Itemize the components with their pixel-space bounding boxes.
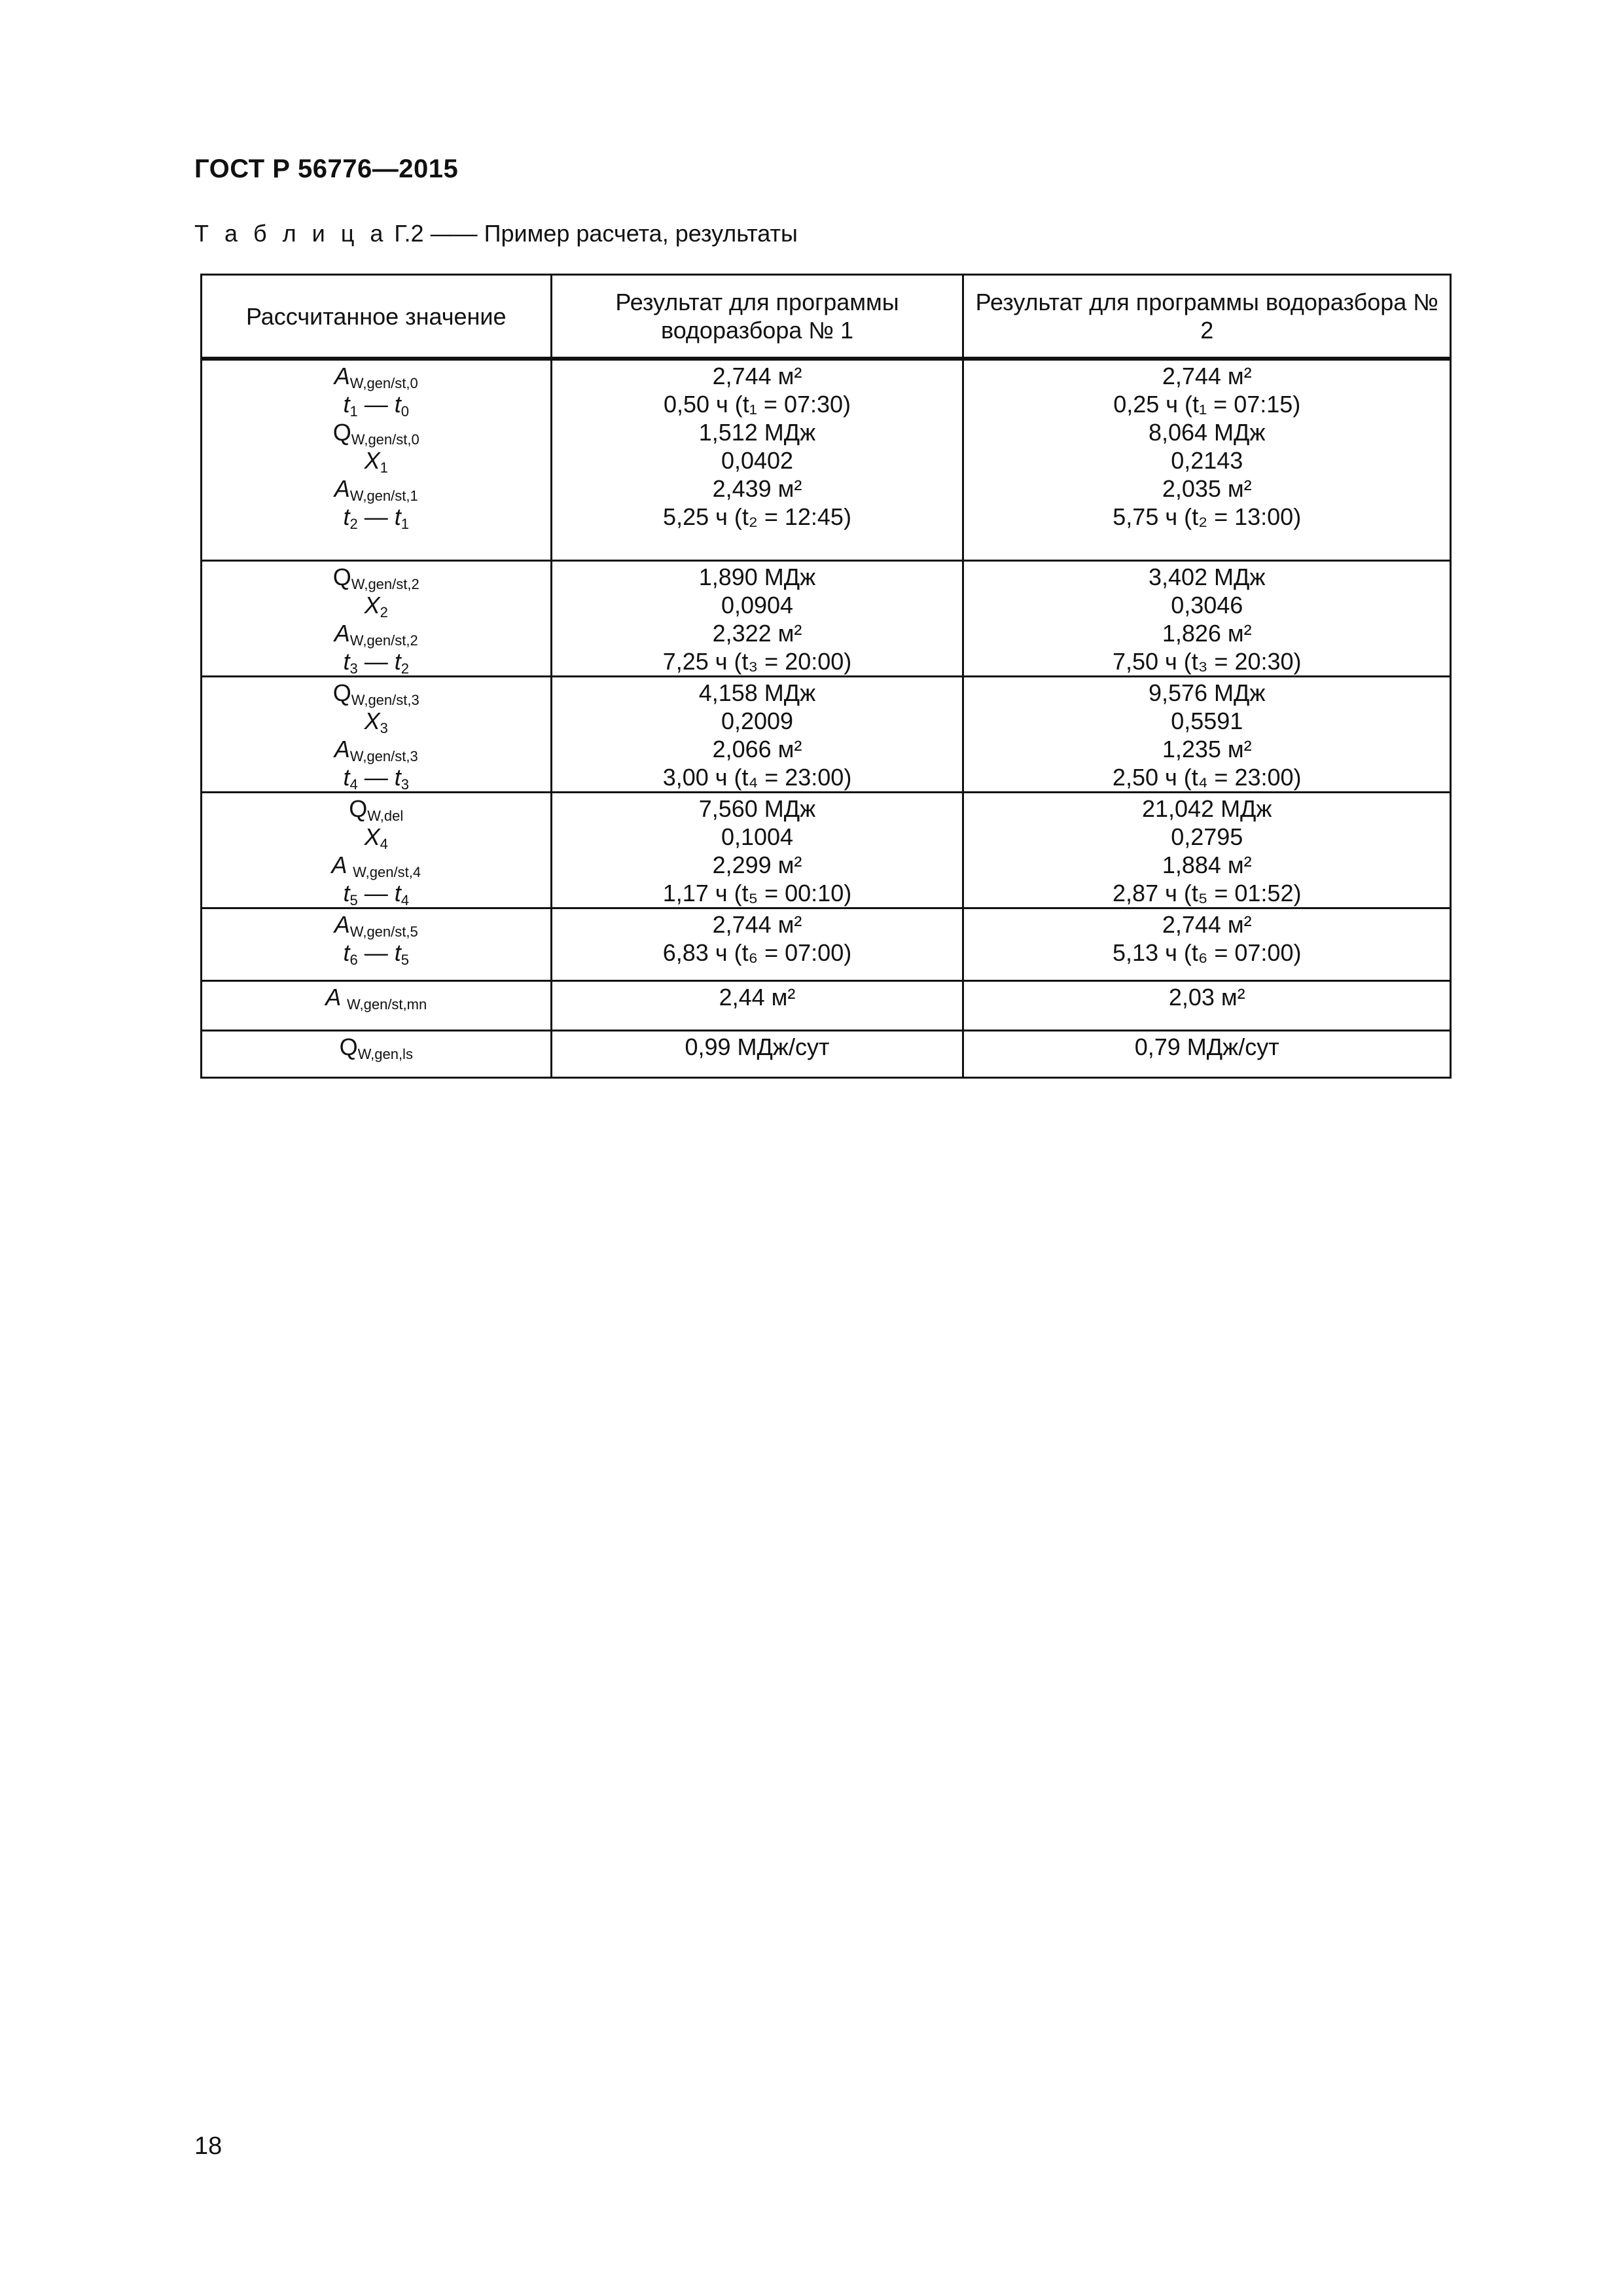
table-row: [202, 561, 1451, 677]
value-cell-program-2: [963, 561, 1451, 677]
value: 0,0904: [721, 592, 794, 619]
value: 5,13 ч (t₆ = 07:00): [1113, 939, 1302, 966]
value: 0,1004: [721, 823, 794, 850]
symbol-cell: [202, 1031, 552, 1078]
table-row: [202, 908, 1451, 981]
value: 8,064 МДж: [1148, 419, 1266, 446]
value-cell-program-1: [551, 793, 963, 908]
header-program-1: Результат для программы водоразбора № 1: [551, 275, 963, 359]
symbol: $t_1$ — $t_0$: [343, 391, 410, 420]
value: 0,3046: [1171, 592, 1243, 619]
value: 2,322 м²: [712, 620, 802, 647]
symbol: $t_6$ — $t_5$: [343, 939, 410, 968]
symbol: $X_4$: [364, 823, 388, 852]
value: 0,5591: [1171, 708, 1243, 734]
value-cell-program-2: [963, 359, 1451, 561]
symbol: $t_2$ — $t_1$: [343, 503, 410, 532]
value: 4,158 МДж: [698, 679, 816, 706]
value: 2,744 м²: [1162, 363, 1252, 389]
value: 2,50 ч (t₄ = 23:00): [1112, 764, 1302, 791]
header-program-2: Результат для программы водоразбора № 2: [963, 275, 1451, 359]
symbol: $t_4$ — $t_3$: [343, 764, 410, 793]
value: 1,890 МДж: [698, 564, 816, 590]
value-cell-program-2: [963, 908, 1451, 981]
value-cell-program-1: [551, 359, 963, 561]
value: 2,744 м²: [1162, 911, 1252, 938]
value: 1,826 м²: [1162, 620, 1252, 647]
symbol: $A_{W,gen/st,1}$: [334, 475, 418, 504]
table-row: [202, 793, 1451, 908]
symbol: $A_{W,gen/st,2}$: [334, 620, 418, 649]
symbol: $Q_{W,gen,ls}$: [339, 1033, 413, 1062]
symbol: $X_2$: [364, 592, 388, 620]
value: 0,2795: [1171, 823, 1243, 850]
table-row: [202, 981, 1451, 1031]
symbol: $X_1$: [364, 447, 388, 476]
value: 2,744 м²: [712, 363, 802, 389]
symbol: A $_{W,gen/st,mn}$: [325, 984, 427, 1013]
value: 2,44 м²: [719, 984, 796, 1011]
value-cell-program-2: [963, 1031, 1451, 1078]
value: 2,744 м²: [712, 911, 802, 938]
symbol: A $_{W,gen/st,4}$: [331, 852, 421, 880]
symbol-cell: [202, 359, 552, 561]
value-cell-program-2: [963, 981, 1451, 1031]
value: 5,25 ч (t₂ = 12:45): [663, 503, 851, 530]
value: 0,79 МДж/сут: [1134, 1033, 1279, 1060]
symbol: $Q_{W,gen/st,0}$: [332, 419, 419, 448]
value: 0,2143: [1171, 447, 1243, 474]
symbol: $t_3$ — $t_2$: [343, 648, 410, 677]
value: 0,99 МДж/сут: [685, 1033, 830, 1060]
value: 0,2009: [721, 708, 794, 734]
value: 2,439 м²: [712, 475, 802, 502]
value: 0,50 ч (t₁ = 07:30): [663, 391, 851, 418]
symbol: $Q_{W,gen/st,3}$: [332, 679, 419, 708]
value: 0,25 ч (t₁ = 07:15): [1113, 391, 1301, 418]
symbol: $Q_{W,del}$: [349, 795, 404, 824]
value: 6,83 ч (t₆ = 07:00): [662, 939, 852, 966]
value: 9,576 МДж: [1148, 679, 1266, 706]
caption-number: Г.2: [394, 220, 424, 247]
caption-label: Т а б л и ц а: [194, 220, 388, 247]
symbol: $X_3$: [364, 708, 388, 736]
document-code: ГОСТ Р 56776—2015: [194, 154, 459, 183]
table-row: [202, 677, 1451, 793]
value: 1,235 м²: [1162, 736, 1252, 762]
value: 7,560 МДж: [698, 795, 816, 822]
value: 2,066 м²: [712, 736, 802, 762]
symbol-cell: [202, 677, 552, 793]
table-header-row: [202, 275, 1451, 359]
value: 21,042 МДж: [1141, 795, 1272, 822]
symbol: $A_{W,gen/st,5}$: [334, 911, 418, 940]
value: 3,402 МДж: [1148, 564, 1266, 590]
symbol: $A_{W,gen/st,3}$: [334, 736, 418, 764]
value: 1,512 МДж: [698, 419, 816, 446]
value: 7,50 ч (t₃ = 20:30): [1112, 648, 1302, 675]
value-cell-program-1: [551, 1031, 963, 1078]
value: 1,17 ч (t₅ = 00:10): [662, 880, 852, 906]
symbol-cell: [202, 793, 552, 908]
page-number: 18: [194, 2132, 223, 2160]
value-cell-program-1: [551, 677, 963, 793]
header-calculated-value: Рассчитанное значение: [202, 275, 552, 359]
symbol: $Q_{W,gen/st,2}$: [332, 564, 419, 592]
symbol-cell: [202, 981, 552, 1031]
value-cell-program-1: [551, 981, 963, 1031]
value-cell-program-2: [963, 793, 1451, 908]
table-body: [202, 359, 1451, 1078]
caption-text: Пример расчета, результаты: [484, 220, 798, 247]
value: 7,25 ч (t₃ = 20:00): [662, 648, 852, 675]
symbol: $A_{W,gen/st,0}$: [334, 363, 418, 391]
value: 3,00 ч (t₄ = 23:00): [662, 764, 852, 791]
value-cell-program-1: [551, 908, 963, 981]
symbol-cell: [202, 908, 552, 981]
table-row: [202, 1031, 1451, 1078]
value: 1,884 м²: [1162, 852, 1252, 878]
symbol-cell: [202, 561, 552, 677]
value: 2,035 м²: [1162, 475, 1252, 502]
symbol: $t_5$ — $t_4$: [343, 880, 410, 908]
caption-dash: ——: [430, 220, 478, 247]
value: 5,75 ч (t₂ = 13:00): [1113, 503, 1302, 530]
value: 2,03 м²: [1168, 984, 1245, 1011]
value-cell-program-2: [963, 677, 1451, 793]
value: 0,0402: [721, 447, 794, 474]
results-table: [200, 274, 1452, 1079]
value: 2,87 ч (t₅ = 01:52): [1113, 880, 1302, 906]
value-cell-program-1: [551, 561, 963, 677]
table-row: [202, 359, 1451, 561]
table-caption: [194, 220, 798, 247]
value: 2,299 м²: [712, 852, 802, 878]
